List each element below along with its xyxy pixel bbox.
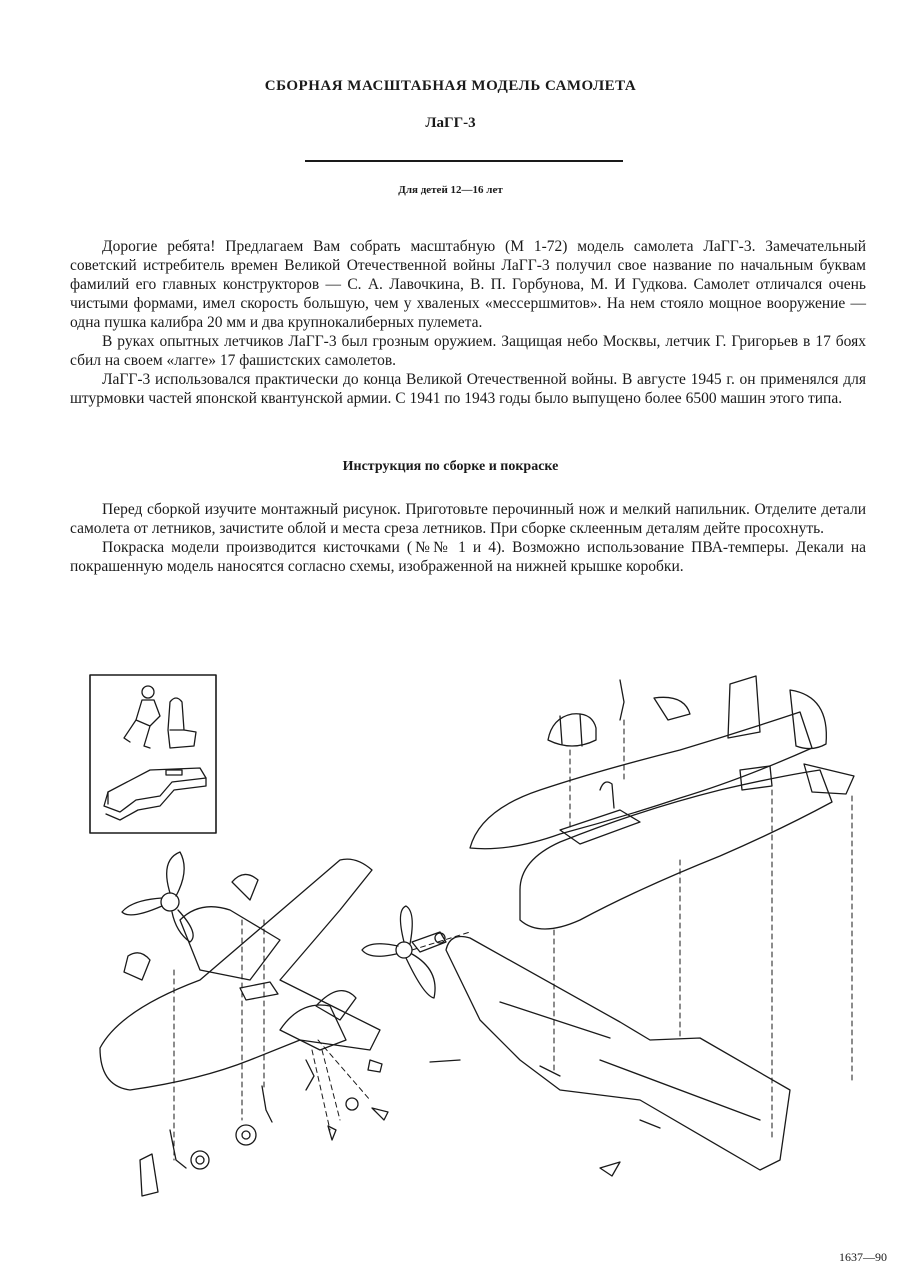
assembled-aircraft [100,852,388,1196]
intro-paragraph: Дорогие ребята! Предлагаем Вам собрать масштабную (М 1-72) модель самолета ЛаГГ-3. Замечательный советский истребитель времен Великой Отечественной войны ЛаГГ-3 получил свое название по начальным буквам фамилий его главных конструкторов — С. А. Лавочкина, В. П. Горбунова, М. И Гудкова. Самолет отличался очень чистыми формами, имел скорость большую, чем у хваленых «мессершмитов». На нем стояло мощное вооружение — одна пушка калибра 20 мм и два крупнокалиберных пулемета. [70,238,866,331]
instructions-heading: Инструкция по сборке и покраске [342,459,559,474]
lower-wing [430,937,790,1177]
fuselage-group [412,676,854,952]
divider [305,160,623,162]
pilot-seat-inset [90,675,216,833]
assembly-guides [174,720,852,1160]
print-code: 1637—90 [839,1250,887,1264]
intro-paragraph: В руках опытных летчиков ЛаГГ-3 был грозным оружием. Защищая небо Москвы, летчик Г. Григорьев в 17 боях сбил на своем «лагге» 17 фашистских самолетов. [70,333,866,369]
intro-text [70,237,866,408]
instructions-paragraph: Покраска модели производится кисточками (№№ 1 и 4). Возможно использование ПВА-темперы. Декали на покрашенную модель наносятся согласно схемы, изображенной на нижней крышке коробки. [70,539,866,575]
intro-paragraph: ЛаГГ-3 использовался практически до конца Великой Отечественной войны. В августе 1945 г. он применялся для штурмовки частей японской квантунской армии. С 1941 по 1943 годы было выпущено более 6500 машин этого типа. [70,371,866,407]
assembly-drawing [0,620,901,1260]
document-title: СБОРНАЯ МАСШТАБНАЯ МОДЕЛЬ САМОЛЕТА [264,78,637,94]
propeller-center [362,906,435,998]
model-name: ЛаГГ-3 [425,115,476,131]
instructions-paragraph: Перед сборкой изучите монтажный рисунок. Приготовьте перочинный нож и мелкий напильник. Отделите детали самолета от летников, зачистите облой и места среза летников. При сборке склеенным деталям дейте просохнуть. [70,501,866,537]
age-note: Для детей 12—16 лет [398,184,503,196]
instructions-text [70,500,866,576]
